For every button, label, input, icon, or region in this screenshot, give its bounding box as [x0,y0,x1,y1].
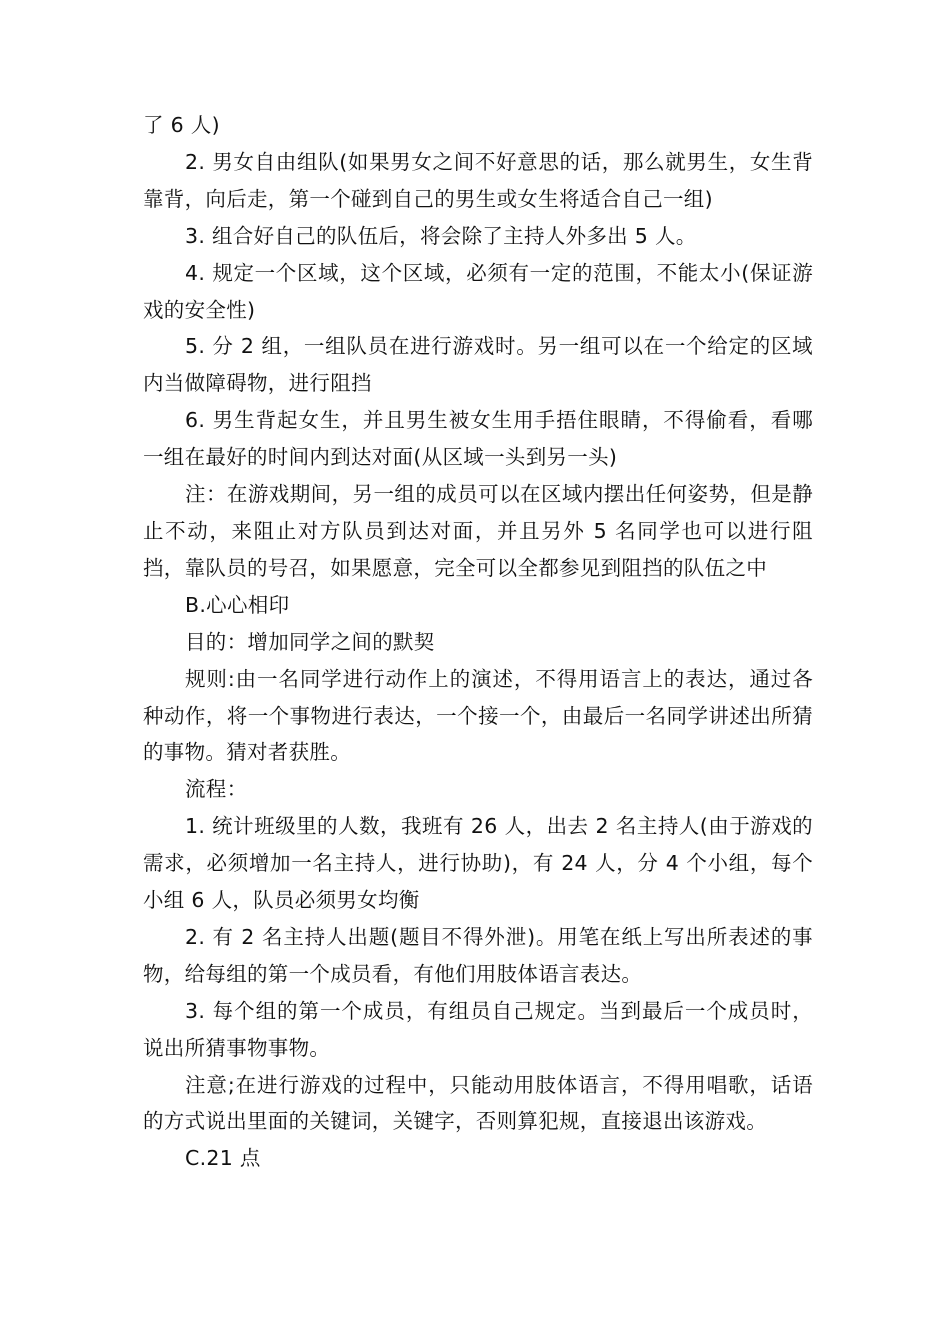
paragraph-continuation: 了 6 人) [143,113,220,137]
paragraph-step-4: 4. 规定一个区域，这个区域，必须有一定的范围，不能太小(保证游戏的安全性) [143,260,813,322]
paragraph-attention: 注意;在进行游戏的过程中，只能动用肢体语言，不得用唱歌，话语的方式说出里面的关键词，关键字，否则算犯规，直接退出该游戏。 [143,1072,813,1134]
paragraph-step-2: 2. 男女自由组队(如果男女之间不好意思的话，那么就男生，女生背靠背，向后走，第一个碰到自己的男生或女生将适合自己一组) [143,149,813,211]
paragraph-process-step-2: 2. 有 2 名主持人出题(题目不得外泄)。用笔在纸上写出所表述的事物，给每组的第一个成员看，有他们用肢体语言表达。 [143,924,813,986]
paragraph-process-step-3: 3. 每个组的第一个成员，有组员自己规定。当到最后一个成员时，说出所猜事物事物。 [143,998,813,1060]
section-heading-c: C.21 点 [185,1146,261,1171]
paragraph-step-5: 5. 分 2 组，一组队员在进行游戏时。另一组可以在一个给定的区域内当做障碍物，进行阻挡 [143,334,813,396]
paragraph-step-6: 6. 男生背起女生，并且男生被女生用手捂住眼睛，不得偷看，看哪一组在最好的时间内到达对面(从区域一头到另一头) [143,408,813,470]
paragraph-rules: 规则:由一名同学进行动作上的演述，不得用语言上的表达，通过各种动作，将一个事物进行表达，一个接一个，由最后一名同学讲述出所猜的事物。猜对者获胜。 [143,666,813,765]
paragraph-process-label: 流程： [185,777,248,802]
document-body [143,107,813,1177]
section-heading-b: B.心心相印 [185,592,290,617]
paragraph-purpose: 目的：增加同学之间的默契 [185,629,435,654]
paragraph-process-step-1: 1. 统计班级里的人数，我班有 26 人，出去 2 名主持人(由于游戏的需求，必须增加一名主持人，进行协助)，有 24 人，分 4 个小组，每个小组 6 人，队员必须男女均衡 [143,814,813,913]
paragraph-step-3: 3. 组合好自己的队伍后，将会除了主持人外多出 5 人。 [185,223,697,248]
paragraph-note: 注：在游戏期间，另一组的成员可以在区域内摆出任何姿势，但是静止不动，来阻止对方队员到达对面，并且另外 5 名同学也可以进行阻挡，靠队员的号召，如果愿意，完全可以全都参见到阻挡的队伍之中 [143,482,813,580]
